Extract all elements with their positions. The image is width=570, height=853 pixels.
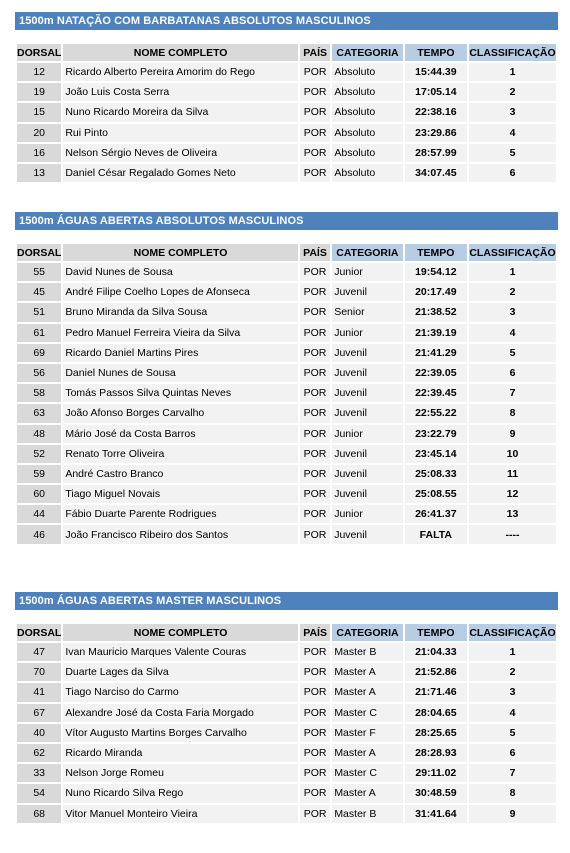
cell-time: 28:57.99	[405, 144, 467, 162]
header-pais: PAÍS	[300, 244, 330, 261]
header-row	[17, 244, 556, 261]
cell-dorsal: 45	[17, 283, 61, 301]
cell-time: 19:54.12	[405, 263, 467, 281]
cell-category: Absoluto	[332, 164, 402, 182]
header-pais: PAÍS	[300, 44, 330, 61]
cell-dorsal: 68	[17, 805, 61, 823]
header-dorsal: DORSAL	[17, 44, 61, 61]
header-tempo: TEMPO	[405, 624, 467, 641]
results-table	[15, 242, 558, 546]
cell-category: Master B	[332, 805, 402, 823]
cell-dorsal: 44	[17, 505, 61, 523]
cell-name: Vítor Augusto Martins Borges Carvalho	[63, 724, 298, 742]
table-row	[17, 384, 556, 402]
table-row	[17, 324, 556, 342]
header-row	[17, 44, 556, 61]
cell-country: POR	[300, 704, 330, 722]
cell-country: POR	[300, 103, 330, 121]
header-nome: NOME COMPLETO	[63, 244, 297, 261]
table-row	[17, 144, 556, 162]
cell-category: Master A	[332, 744, 402, 762]
cell-country: POR	[300, 425, 330, 443]
cell-name: Nuno Ricardo Moreira da Silva	[63, 103, 298, 121]
cell-time: 29:11.02	[405, 764, 467, 782]
cell-dorsal: 13	[17, 164, 61, 182]
table-row	[17, 445, 556, 463]
cell-dorsal: 40	[17, 724, 61, 742]
cell-category: Absoluto	[332, 124, 402, 142]
table-row	[17, 724, 556, 742]
header-tempo: TEMPO	[405, 244, 467, 261]
cell-country: POR	[300, 683, 330, 701]
header-row	[17, 624, 556, 641]
cell-category: Senior	[332, 303, 402, 321]
cell-category: Juvenil	[332, 525, 402, 543]
header-classificacao: CLASSIFICAÇÃO	[469, 44, 556, 61]
cell-name: Alexandre José da Costa Faria Morgado	[63, 704, 298, 722]
cell-rank: 5	[469, 144, 556, 162]
cell-rank: 1	[469, 643, 556, 661]
cell-category: Master F	[332, 724, 402, 742]
cell-country: POR	[300, 324, 330, 342]
cell-time: 21:41.29	[405, 344, 467, 362]
cell-name: João Afonso Borges Carvalho	[63, 404, 297, 422]
cell-name: Nelson Sérgio Neves de Oliveira	[63, 144, 298, 162]
cell-name: Pedro Manuel Ferreira Vieira da Silva	[63, 324, 297, 342]
cell-category: Junior	[332, 263, 402, 281]
cell-category: Juvenil	[332, 485, 402, 503]
cell-rank: 3	[469, 103, 556, 121]
table-row	[17, 704, 556, 722]
cell-rank: 4	[469, 124, 556, 142]
cell-name: Ricardo Alberto Pereira Amorim do Rego	[63, 63, 298, 81]
cell-name: Daniel César Regalado Gomes Neto	[63, 164, 298, 182]
table-row	[17, 683, 556, 701]
cell-time: 26:41.37	[405, 505, 467, 523]
cell-name: Ivan Mauricio Marques Valente Couras	[63, 643, 298, 661]
cell-rank: 3	[469, 303, 556, 321]
cell-rank: 3	[469, 683, 556, 701]
cell-time: 22:39.45	[405, 384, 467, 402]
cell-rank: 1	[469, 263, 556, 281]
cell-rank: 2	[469, 283, 556, 301]
table-row	[17, 263, 556, 281]
header-nome: NOME COMPLETO	[63, 44, 298, 61]
cell-dorsal: 60	[17, 485, 61, 503]
cell-category: Juvenil	[332, 283, 402, 301]
header-nome: NOME COMPLETO	[63, 624, 298, 641]
cell-name: Mário José da Costa Barros	[63, 425, 297, 443]
cell-dorsal: 70	[17, 663, 61, 681]
cell-dorsal: 16	[17, 144, 61, 162]
cell-dorsal: 55	[17, 263, 61, 281]
table-row	[17, 83, 556, 101]
results-table	[15, 42, 558, 184]
cell-category: Juvenil	[332, 364, 402, 382]
cell-category: Master A	[332, 784, 402, 802]
header-pais: PAÍS	[300, 624, 330, 641]
cell-country: POR	[300, 485, 330, 503]
cell-name: Nuno Ricardo Silva Rego	[63, 784, 298, 802]
cell-country: POR	[300, 525, 330, 543]
cell-name: Vitor Manuel Monteiro Vieira	[63, 805, 298, 823]
table-row	[17, 303, 556, 321]
cell-name: Renato Torre Oliveira	[63, 445, 297, 463]
cell-country: POR	[300, 643, 330, 661]
cell-dorsal: 69	[17, 344, 61, 362]
cell-country: POR	[300, 724, 330, 742]
cell-time: 30:48.59	[405, 784, 467, 802]
cell-name: Fábio Duarte Parente Rodrigues	[63, 505, 297, 523]
cell-rank: 8	[469, 784, 556, 802]
cell-rank: 6	[469, 164, 556, 182]
cell-time: FALTA	[405, 525, 467, 543]
cell-country: POR	[300, 445, 330, 463]
cell-time: 28:04.65	[405, 704, 467, 722]
table-row	[17, 425, 556, 443]
table-row	[17, 103, 556, 121]
cell-country: POR	[300, 663, 330, 681]
cell-name: Tomás Passos Silva Quintas Neves	[63, 384, 297, 402]
cell-time: 34:07.45	[405, 164, 467, 182]
cell-rank: 9	[469, 805, 556, 823]
cell-name: Nelson Jorge Romeu	[63, 764, 298, 782]
header-categoria: CATEGORIA	[332, 244, 402, 261]
cell-time: 15:44.39	[405, 63, 467, 81]
cell-time: 28:25.65	[405, 724, 467, 742]
cell-dorsal: 15	[17, 103, 61, 121]
header-categoria: CATEGORIA	[332, 44, 402, 61]
cell-time: 25:08.33	[405, 465, 467, 483]
cell-country: POR	[300, 744, 330, 762]
cell-time: 28:28.93	[405, 744, 467, 762]
cell-time: 22:39.05	[405, 364, 467, 382]
cell-dorsal: 46	[17, 525, 61, 543]
cell-rank: 6	[469, 744, 556, 762]
cell-dorsal: 20	[17, 124, 61, 142]
cell-category: Junior	[332, 324, 402, 342]
cell-category: Absoluto	[332, 103, 402, 121]
cell-name: André Castro Branco	[63, 465, 297, 483]
header-tempo: TEMPO	[405, 44, 467, 61]
cell-category: Juvenil	[332, 445, 402, 463]
cell-rank: 1	[469, 63, 556, 81]
cell-dorsal: 56	[17, 364, 61, 382]
table-row	[17, 344, 556, 362]
cell-category: Master C	[332, 704, 402, 722]
table-row	[17, 784, 556, 802]
cell-dorsal: 47	[17, 643, 61, 661]
table-row	[17, 805, 556, 823]
cell-country: POR	[300, 144, 330, 162]
cell-rank: ----	[469, 525, 556, 543]
cell-time: 22:55.22	[405, 404, 467, 422]
cell-category: Absoluto	[332, 83, 402, 101]
section-title: 1500m ÁGUAS ABERTAS ABSOLUTOS MASCULINOS	[15, 212, 558, 230]
header-dorsal: DORSAL	[17, 244, 61, 261]
cell-name: Bruno Miranda da Silva Sousa	[63, 303, 297, 321]
cell-time: 23:22.79	[405, 425, 467, 443]
cell-rank: 7	[469, 384, 556, 402]
cell-time: 21:04.33	[405, 643, 467, 661]
cell-name: Rui Pinto	[63, 124, 298, 142]
cell-country: POR	[300, 404, 330, 422]
cell-dorsal: 33	[17, 764, 61, 782]
cell-rank: 10	[469, 445, 556, 463]
cell-name: Ricardo Daniel Martins Pires	[63, 344, 297, 362]
cell-dorsal: 52	[17, 445, 61, 463]
cell-dorsal: 54	[17, 784, 61, 802]
table-row	[17, 663, 556, 681]
table-row	[17, 643, 556, 661]
cell-rank: 2	[469, 83, 556, 101]
table-row	[17, 465, 556, 483]
cell-dorsal: 12	[17, 63, 61, 81]
cell-country: POR	[300, 805, 330, 823]
cell-category: Master B	[332, 643, 402, 661]
cell-dorsal: 19	[17, 83, 61, 101]
cell-name: João Francisco Ribeiro dos Santos	[63, 525, 297, 543]
cell-name: David Nunes de Sousa	[63, 263, 297, 281]
table-row	[17, 283, 556, 301]
cell-name: Tiago Narciso do Carmo	[63, 683, 298, 701]
cell-country: POR	[300, 784, 330, 802]
table-row	[17, 164, 556, 182]
cell-time: 23:45.14	[405, 445, 467, 463]
table-row	[17, 63, 556, 81]
cell-rank: 5	[469, 724, 556, 742]
table-row	[17, 485, 556, 503]
cell-rank: 8	[469, 404, 556, 422]
cell-rank: 11	[469, 465, 556, 483]
cell-country: POR	[300, 303, 330, 321]
cell-name: Daniel Nunes de Sousa	[63, 364, 297, 382]
table-row	[17, 404, 556, 422]
cell-rank: 6	[469, 364, 556, 382]
cell-category: Junior	[332, 425, 402, 443]
cell-dorsal: 48	[17, 425, 61, 443]
cell-category: Absoluto	[332, 63, 402, 81]
cell-category: Juvenil	[332, 404, 402, 422]
cell-country: POR	[300, 164, 330, 182]
cell-country: POR	[300, 465, 330, 483]
table-row	[17, 364, 556, 382]
cell-time: 22:38.16	[405, 103, 467, 121]
cell-dorsal: 63	[17, 404, 61, 422]
cell-dorsal: 62	[17, 744, 61, 762]
cell-time: 25:08.55	[405, 485, 467, 503]
header-classificacao: CLASSIFICAÇÃO	[469, 624, 556, 641]
cell-time: 23:29.86	[405, 124, 467, 142]
cell-rank: 12	[469, 485, 556, 503]
cell-dorsal: 67	[17, 704, 61, 722]
header-categoria: CATEGORIA	[332, 624, 402, 641]
cell-country: POR	[300, 344, 330, 362]
cell-name: Ricardo Miranda	[63, 744, 298, 762]
cell-time: 17:05.14	[405, 83, 467, 101]
cell-name: Duarte Lages da Silva	[63, 663, 298, 681]
cell-category: Juvenil	[332, 465, 402, 483]
cell-category: Master A	[332, 683, 402, 701]
cell-dorsal: 58	[17, 384, 61, 402]
cell-category: Master A	[332, 663, 402, 681]
cell-category: Junior	[332, 505, 402, 523]
table-row	[17, 764, 556, 782]
cell-rank: 13	[469, 505, 556, 523]
cell-rank: 2	[469, 663, 556, 681]
cell-rank: 4	[469, 324, 556, 342]
table-row	[17, 505, 556, 523]
cell-country: POR	[300, 124, 330, 142]
cell-name: André Filipe Coelho Lopes de Afonseca	[63, 283, 297, 301]
cell-category: Juvenil	[332, 384, 402, 402]
cell-rank: 9	[469, 425, 556, 443]
cell-time: 20:17.49	[405, 283, 467, 301]
cell-country: POR	[300, 505, 330, 523]
cell-category: Master C	[332, 764, 402, 782]
cell-time: 21:52.86	[405, 663, 467, 681]
cell-category: Juvenil	[332, 344, 402, 362]
cell-time: 21:71.46	[405, 683, 467, 701]
section-title: 1500m ÁGUAS ABERTAS MASTER MASCULINOS	[15, 592, 558, 610]
cell-dorsal: 41	[17, 683, 61, 701]
cell-time: 21:38.52	[405, 303, 467, 321]
cell-country: POR	[300, 283, 330, 301]
table-row	[17, 525, 556, 543]
cell-name: Tiago Miguel Novais	[63, 485, 297, 503]
table-row	[17, 124, 556, 142]
cell-country: POR	[300, 63, 330, 81]
table-row	[17, 744, 556, 762]
section-title: 1500m NATAÇÃO COM BARBATANAS ABSOLUTOS MASCULINOS	[15, 12, 558, 30]
header-classificacao: CLASSIFICAÇÃO	[469, 244, 556, 261]
cell-rank: 5	[469, 344, 556, 362]
cell-time: 31:41.64	[405, 805, 467, 823]
cell-dorsal: 61	[17, 324, 61, 342]
cell-rank: 4	[469, 704, 556, 722]
cell-country: POR	[300, 83, 330, 101]
header-dorsal: DORSAL	[17, 624, 61, 641]
cell-country: POR	[300, 263, 330, 281]
cell-country: POR	[300, 384, 330, 402]
cell-rank: 7	[469, 764, 556, 782]
cell-country: POR	[300, 364, 330, 382]
cell-dorsal: 59	[17, 465, 61, 483]
cell-category: Absoluto	[332, 144, 402, 162]
cell-time: 21:39.19	[405, 324, 467, 342]
cell-country: POR	[300, 764, 330, 782]
cell-name: João Luis Costa Serra	[63, 83, 298, 101]
cell-dorsal: 51	[17, 303, 61, 321]
results-table	[15, 622, 558, 825]
